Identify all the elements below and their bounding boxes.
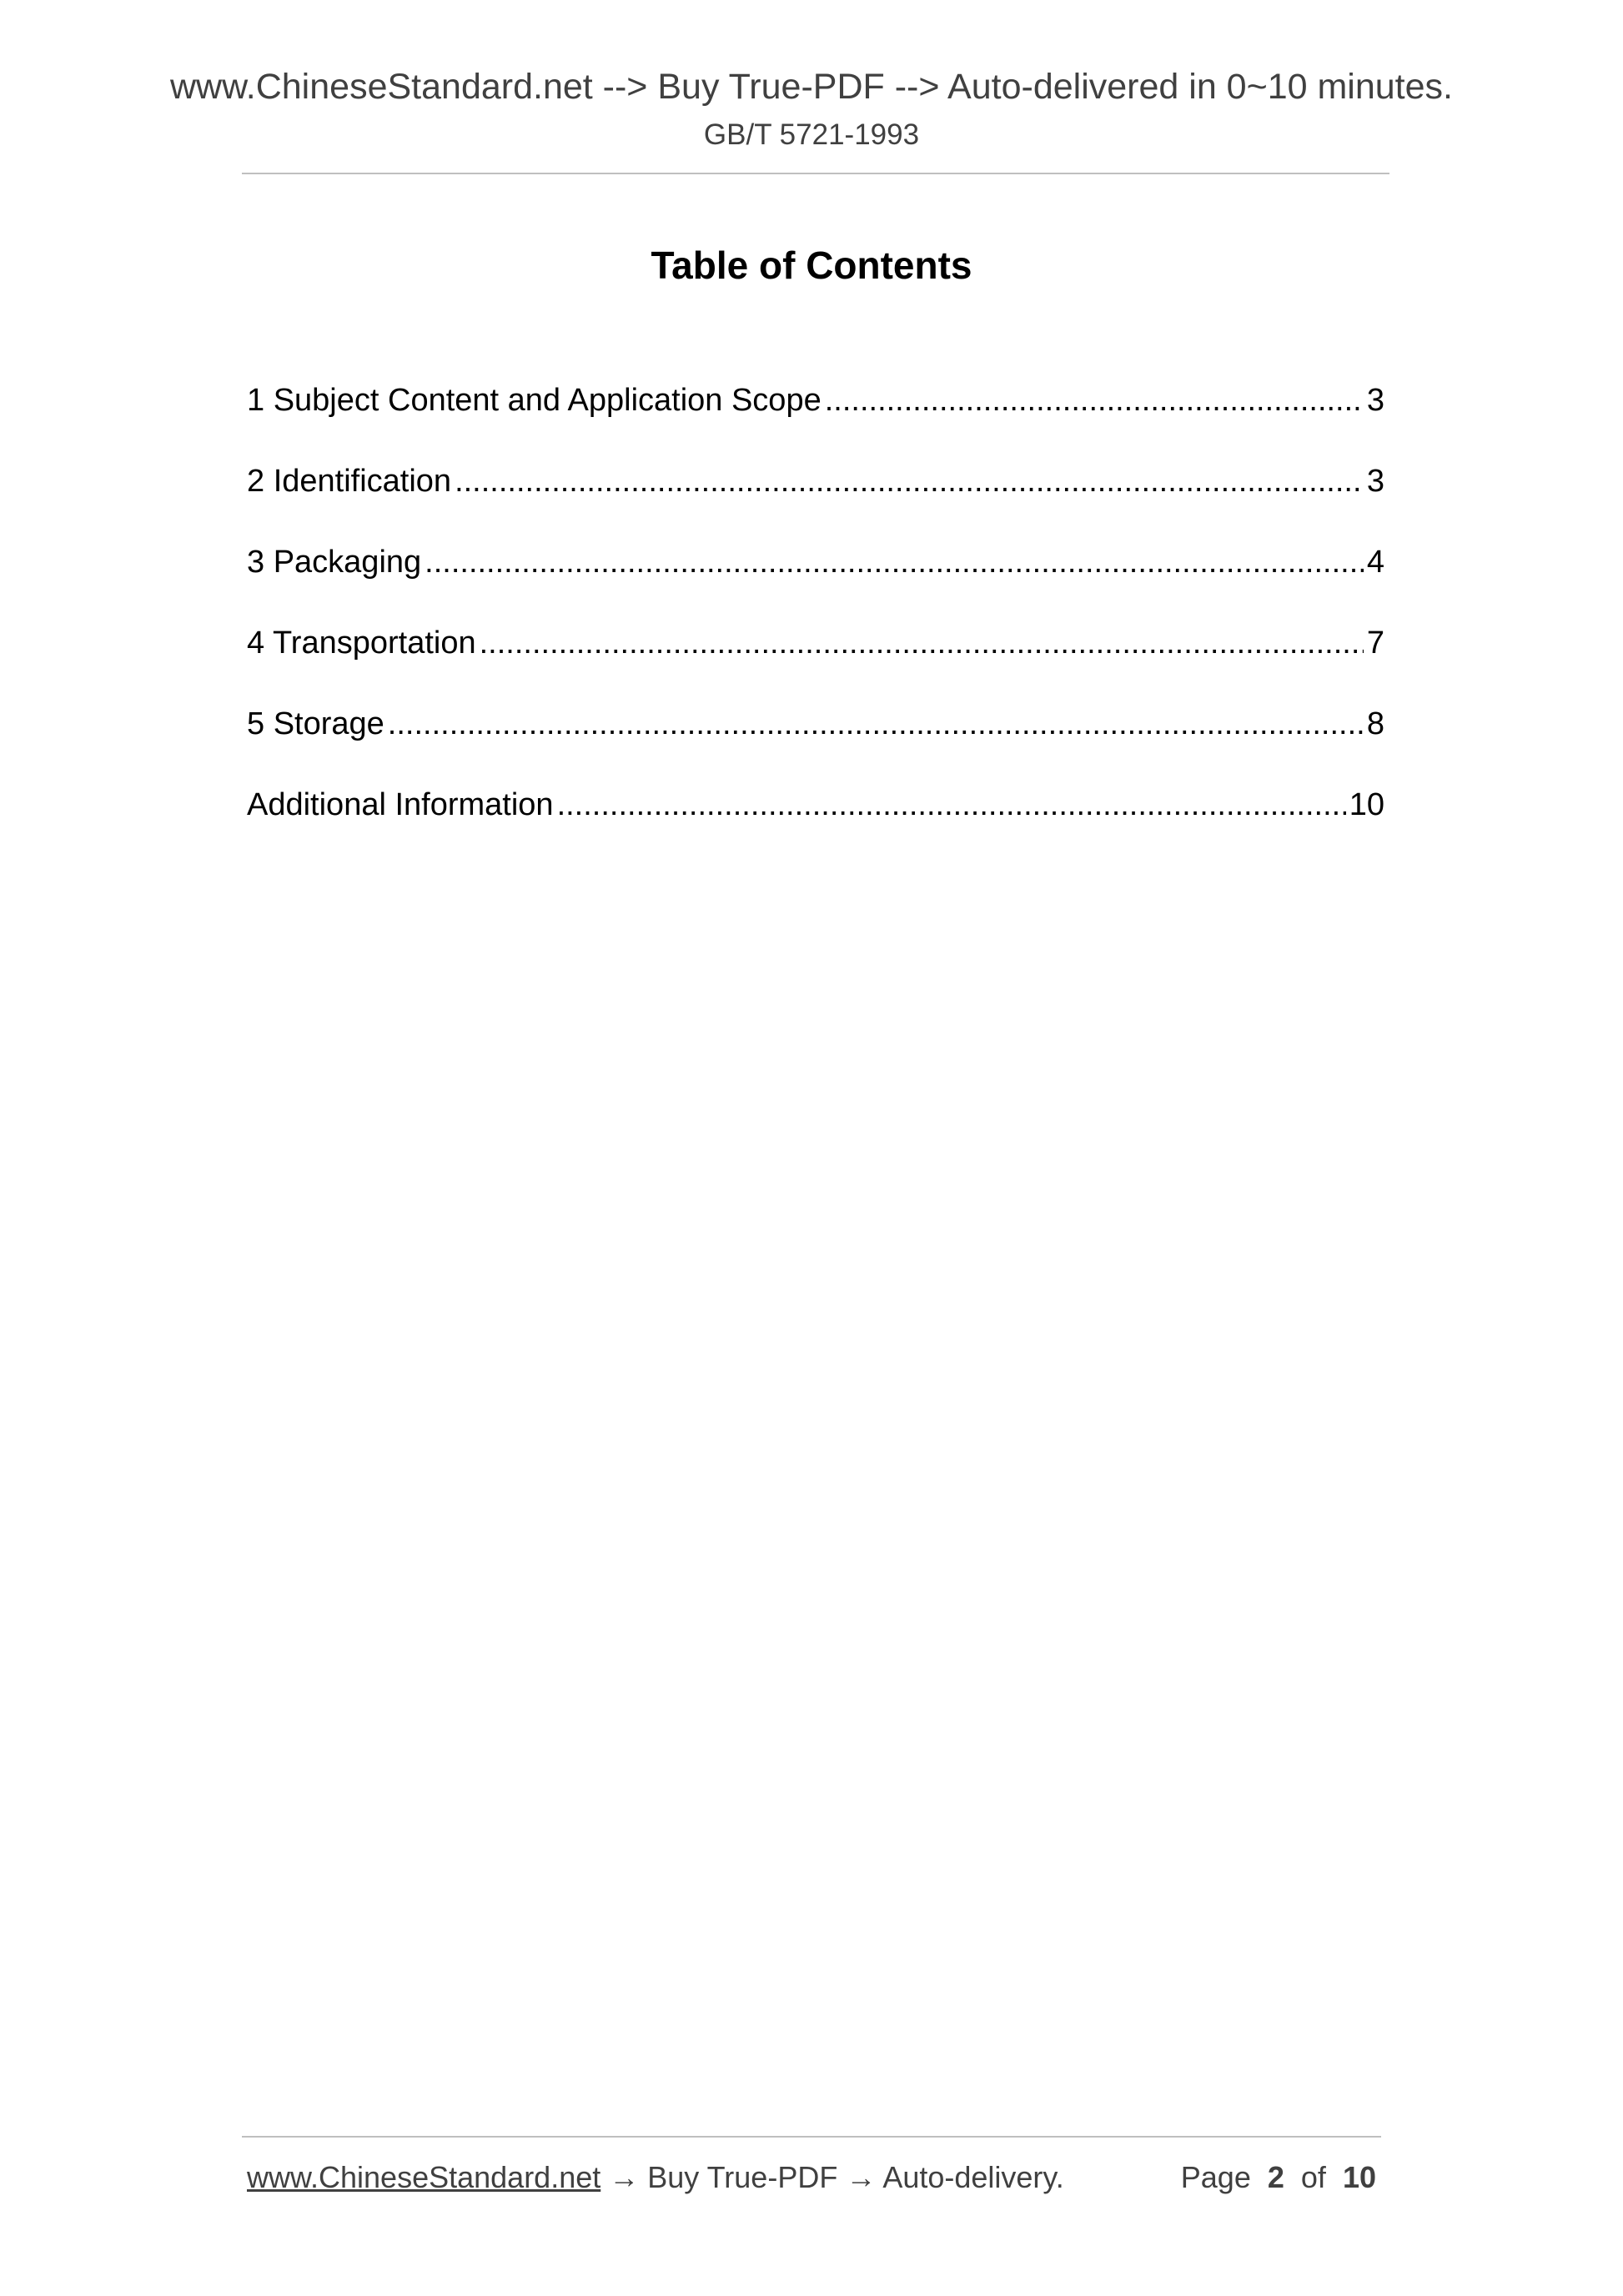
toc-entry-label: 1 Subject Content and Application Scope (247, 383, 822, 418)
toc-leader-dots (480, 622, 1364, 664)
toc-entry-page: 3 (1366, 464, 1384, 499)
toc-leader-dots (557, 784, 1346, 826)
of-word: of (1300, 2160, 1326, 2194)
toc-entry-page: 8 (1366, 706, 1384, 741)
header-divider (242, 173, 1389, 174)
footer-site-link[interactable]: www.ChineseStandard.net (247, 2160, 601, 2194)
toc-entry[interactable] (247, 460, 1384, 541)
toc-entry-page: 7 (1366, 625, 1384, 661)
toc-leader-dots (388, 703, 1364, 745)
page-word: Page (1180, 2160, 1251, 2194)
toc-entry-label: 2 Identification (247, 464, 452, 499)
footer-divider (242, 2136, 1381, 2138)
toc-entry[interactable] (247, 379, 1384, 460)
toc-entry[interactable] (247, 541, 1384, 622)
page-indicator (1181, 2158, 1376, 2198)
toc-entry-page: 4 (1366, 545, 1384, 580)
page-footer (247, 2158, 1376, 2198)
toc-leader-dots (825, 379, 1364, 421)
standard-code: GB/T 5721-1993 (703, 118, 920, 151)
header-banner-text: www.ChineseStandard.net --> Buy True-PDF --> Auto-delivered in 0~10 minutes. (169, 67, 1453, 107)
toc-entry-page: 3 (1366, 383, 1384, 418)
toc-entry[interactable] (247, 622, 1384, 703)
toc-entry[interactable] (247, 784, 1384, 865)
footer-left (247, 2158, 1064, 2198)
toc-leader-dots (455, 460, 1364, 502)
toc-leader-dots (425, 541, 1364, 583)
page-total: 10 (1342, 2160, 1376, 2194)
toc-entry[interactable] (247, 703, 1384, 784)
toc-entry-label: 5 Storage (247, 706, 384, 741)
page-current: 2 (1267, 2160, 1284, 2194)
toc-entry-page: 10 (1349, 787, 1384, 822)
toc-entry-label: Additional Information (247, 787, 554, 822)
toc-list (247, 379, 1384, 865)
toc-entry-label: 3 Packaging (247, 545, 422, 580)
footer-tagline: → Buy True-PDF → Auto-delivery. (600, 2160, 1064, 2194)
toc-title: Table of Contents (651, 244, 972, 287)
toc-entry-label: 4 Transportation (247, 625, 476, 661)
